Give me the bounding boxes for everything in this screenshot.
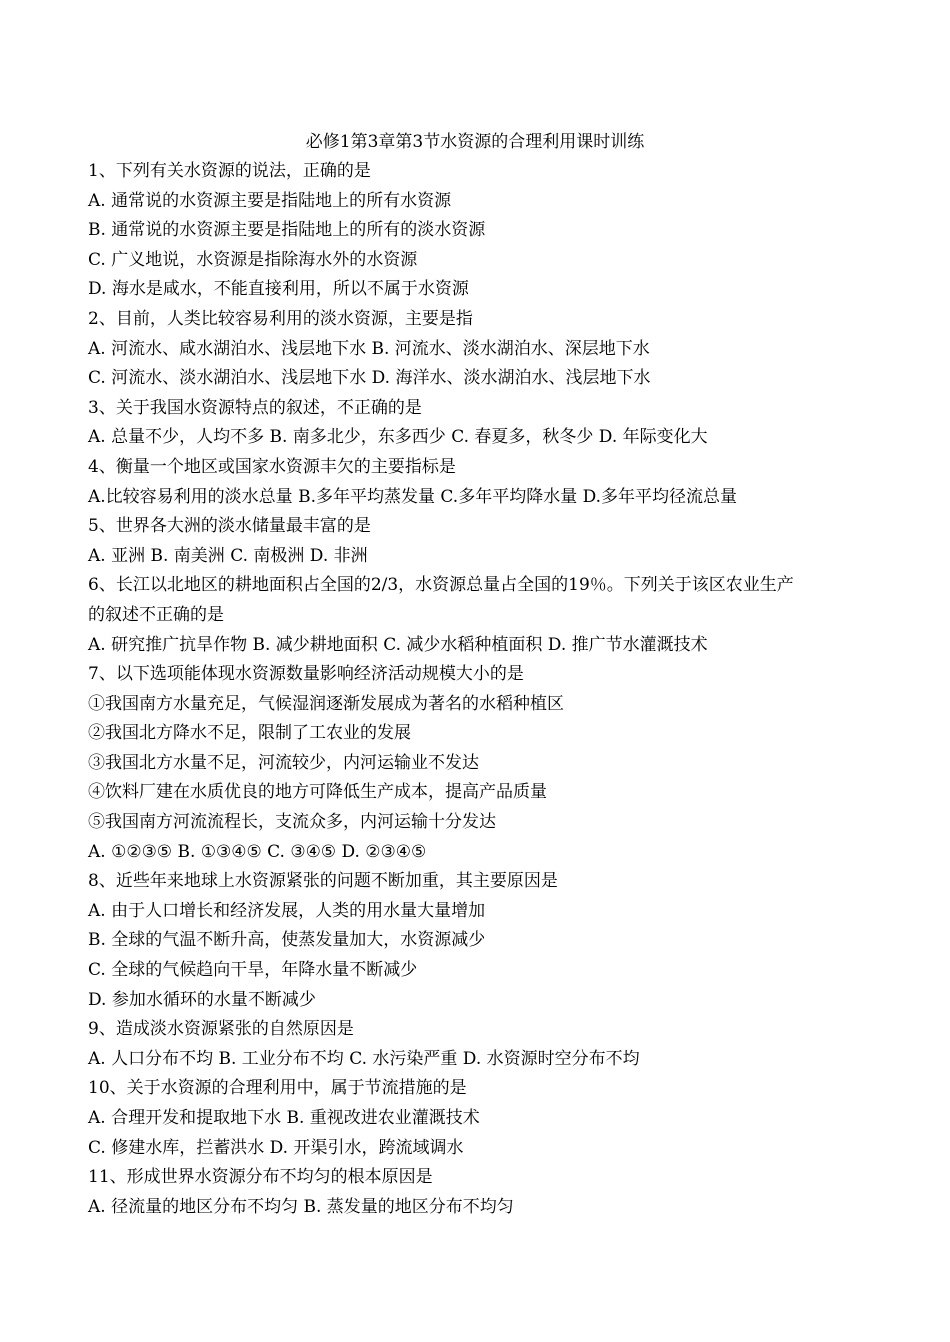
question-11-options-ab: A. 径流量的地区分布不均匀 B. 蒸发量的地区分布不均匀 (88, 1196, 514, 1217)
question-2-options-ab: A. 河流水、咸水湖泊水、浅层地下水 B. 河流水、淡水湖泊水、深层地下水 (88, 338, 650, 359)
question-9-options: A. 人口分布不均 B. 工业分布不均 C. 水污染严重 D. 水资源时空分布不均 (88, 1048, 640, 1069)
question-2-options-cd: C. 河流水、淡水湖泊水、浅层地下水 D. 海洋水、淡水湖泊水、浅层地下水 (88, 368, 651, 389)
question-6-stem-line-1: 6、长江以北地区的耕地面积占全国的2/3，水资源总量占全国的19％。下列关于该区农业生产 (88, 575, 794, 596)
question-5-stem: 5、世界各大洲的淡水储量最丰富的是 (88, 516, 371, 537)
question-7-stem: 7、以下选项能体现水资源数量影响经济活动规模大小的是 (88, 664, 524, 685)
question-9-stem: 9、造成淡水资源紧张的自然原因是 (88, 1019, 354, 1040)
question-5-options: A. 亚洲 B. 南美洲 C. 南极洲 D. 非洲 (88, 545, 368, 566)
question-1-option-d: D. 海水是咸水，不能直接利用，所以不属于水资源 (88, 279, 469, 300)
question-7-statement-1: ①我国南方水量充足，气候湿润逐渐发展成为著名的水稻种植区 (88, 693, 564, 714)
question-10-options-ab: A. 合理开发和提取地下水 B. 重视改进农业灌溉技术 (88, 1108, 480, 1128)
question-6-options: A. 研究推广抗旱作物 B. 减少耕地面积 C. 减少水稻种植面积 D. 推广节水灌溉技术 (88, 634, 708, 655)
question-8-option-d: D. 参加水循环的水量不断减少 (88, 989, 316, 1010)
question-8-option-b: B. 全球的气温不断升高，使蒸发量加大，水资源减少 (88, 930, 486, 951)
question-8-option-c: C. 全球的气候趋向干旱，年降水量不断减少 (88, 960, 418, 981)
question-7-options: A. ①②③⑤ B. ①③④⑤ C. ③④⑤ D. ②③④⑤ (88, 841, 427, 862)
question-6-stem-line-2: 的叙述不正确的是 (88, 604, 224, 625)
question-8-stem: 8、近些年来地球上水资源紧张的问题不断加重，其主要原因是 (88, 871, 558, 892)
question-4-stem: 4、衡量一个地区或国家水资源丰欠的主要指标是 (88, 456, 456, 477)
question-7-statement-3: ③我国北方水量不足，河流较少，内河运输业不发达 (88, 752, 479, 773)
question-1-option-b: B. 通常说的水资源主要是指陆地上的所有的淡水资源 (88, 220, 486, 241)
question-1-option-c: C. 广义地说，水资源是指除海水外的水资源 (88, 249, 418, 270)
question-7-statement-2: ②我国北方降水不足，限制了工农业的发展 (88, 723, 411, 744)
question-1-option-a: A. 通常说的水资源主要是指陆地上的所有水资源 (88, 190, 452, 211)
question-2-stem: 2、目前，人类比较容易利用的淡水资源，主要是指 (88, 308, 473, 329)
question-1-stem: 1、下列有关水资源的说法，正确的是 (88, 161, 371, 181)
question-3-stem: 3、关于我国水资源特点的叙述，不正确的是 (88, 397, 422, 418)
question-10-stem: 10、关于水资源的合理利用中，属于节流措施的是 (88, 1078, 467, 1099)
question-4-options: A.比较容易利用的淡水总量 B.多年平均蒸发量 C.多年平均降水量 D.多年平均径流总量 (88, 486, 738, 507)
question-7-statement-4: ④饮料厂建在水质优良的地方可降低生产成本，提高产品质量 (88, 782, 547, 803)
document-title: 必修1第3章第3节水资源的合理利用课时训练 (305, 132, 645, 152)
question-11-stem: 11、形成世界水资源分布不均匀的根本原因是 (88, 1167, 433, 1188)
question-8-option-a: A. 由于人口增长和经济发展，人类的用水量大量增加 (88, 900, 486, 921)
question-10-options-cd: C. 修建水库，拦蓄洪水 D. 开渠引水，跨流域调水 (88, 1137, 464, 1158)
question-list (88, 157, 878, 1222)
question-7-statement-5: ⑤我国南方河流流程长，支流众多，内河运输十分发达 (88, 812, 496, 833)
question-3-options: A. 总量不少，人均不多 B. 南多北少，东多西少 C. 春夏多，秋冬少 D. 年际变化大 (88, 427, 708, 448)
